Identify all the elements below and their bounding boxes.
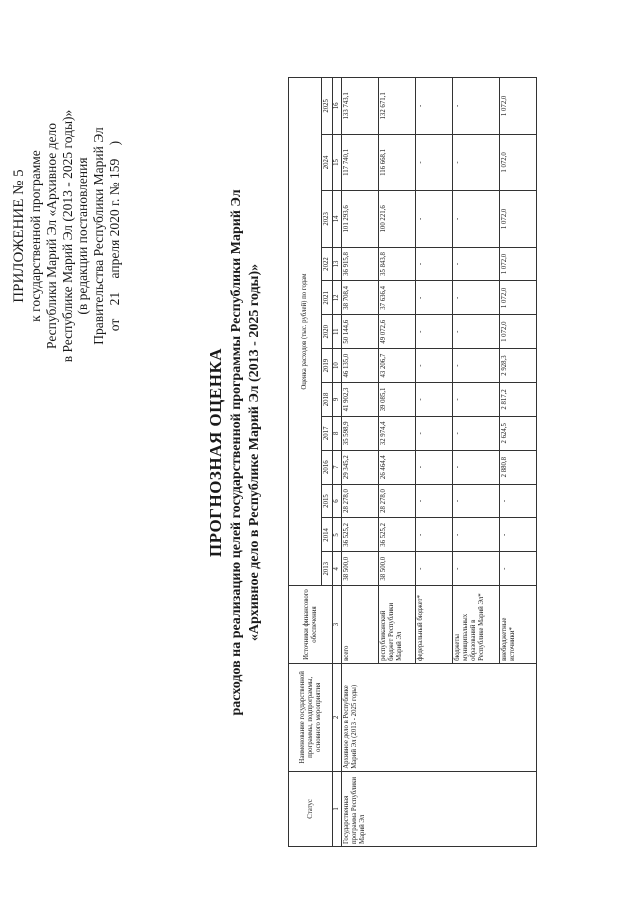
value-cell: 28 278,0 [379, 484, 416, 518]
value-cell: - [416, 552, 453, 586]
appendix-date [107, 56, 123, 416]
value-cell: 36 525,2 [379, 518, 416, 552]
value-cell: 26 464,4 [379, 450, 416, 484]
value-cell: - [500, 518, 537, 552]
column-number: 6 [333, 484, 342, 518]
value-cell: 1 072,0 [500, 281, 537, 315]
table-row [342, 78, 379, 847]
date-prefix: от [106, 318, 122, 332]
header-name: Наименование государственной программы, подпрограммы, основного мероприятия [289, 663, 333, 771]
value-cell: - [500, 484, 537, 518]
status-cell [453, 771, 500, 846]
year-header: 2024 [322, 134, 333, 190]
status-cell [416, 771, 453, 846]
value-cell: 1 072,0 [500, 191, 537, 247]
header-row [289, 78, 322, 847]
header-sources: Источники финансового обеспечения [289, 586, 333, 664]
column-number: 15 [333, 134, 342, 190]
value-cell: - [416, 416, 453, 450]
document-title: ПРОГНОЗНАЯ ОЦЕНКА [206, 347, 225, 558]
program-name-cell [416, 663, 453, 771]
header-status: Статус [289, 771, 333, 846]
value-cell: - [500, 552, 537, 586]
column-number: 2 [333, 663, 342, 771]
value-cell: 1 072,0 [500, 78, 537, 135]
value-cell: - [453, 247, 500, 281]
value-cell: 1 072,0 [500, 134, 537, 190]
column-number: 7 [333, 450, 342, 484]
document-subtitle: расходов на реализацию целей государственной программы Республики Марий Эл [229, 189, 244, 716]
value-cell: 29 345,2 [342, 450, 379, 484]
program-name-cell [500, 663, 537, 771]
year-header: 2013 [322, 552, 333, 586]
document-heading [205, 0, 264, 905]
source-cell: всего [342, 586, 379, 664]
value-cell: 1 072,0 [500, 315, 537, 349]
value-cell: 1 072,0 [500, 247, 537, 281]
value-cell: - [453, 552, 500, 586]
estimate-table [288, 77, 537, 847]
source-cell: внебюджетные источники* [500, 586, 537, 664]
appendix-line: в Республике Марий Эл (2013 - 2025 годы)» [59, 109, 75, 363]
value-cell: 133 743,1 [342, 78, 379, 135]
program-name-cell [379, 663, 416, 771]
year-header: 2019 [322, 349, 333, 383]
value-cell: 35 598,9 [342, 416, 379, 450]
appendix-block [10, 56, 123, 416]
value-cell: 2 928,3 [500, 349, 537, 383]
value-cell: 116 668,1 [379, 134, 416, 190]
column-number: 10 [333, 349, 342, 383]
table-row [379, 78, 416, 847]
value-cell: - [416, 450, 453, 484]
value-cell: 32 974,4 [379, 416, 416, 450]
column-number: 12 [333, 281, 342, 315]
value-cell: - [416, 518, 453, 552]
status-cell [500, 771, 537, 846]
appendix-line: к государственной программе [28, 150, 43, 322]
date-day: 21 [106, 291, 122, 306]
column-number: 13 [333, 247, 342, 281]
column-number: 16 [333, 78, 342, 135]
value-cell: 36 915,8 [342, 247, 379, 281]
value-cell: 100 221,6 [379, 191, 416, 247]
column-number: 1 [333, 771, 342, 846]
value-cell: 46 135,0 [342, 349, 379, 383]
column-number: 14 [333, 191, 342, 247]
column-number-row [333, 78, 342, 847]
appendix-line: Правительства Республики Марий Эл [91, 127, 107, 345]
column-number: 9 [333, 383, 342, 417]
column-number: 5 [333, 518, 342, 552]
table-row [453, 78, 500, 847]
value-cell: - [453, 484, 500, 518]
value-cell: - [453, 78, 500, 135]
source-cell: республиканский бюджет Республики Марий Эл [379, 586, 416, 664]
value-cell: - [416, 281, 453, 315]
value-cell: 35 843,8 [379, 247, 416, 281]
value-cell: 2 624,5 [500, 416, 537, 450]
table-row [416, 78, 453, 847]
value-cell: - [453, 134, 500, 190]
value-cell: - [416, 78, 453, 135]
value-cell: 2 880,8 [500, 450, 537, 484]
year-header: 2022 [322, 247, 333, 281]
value-cell: - [416, 383, 453, 417]
value-cell: 38 708,4 [342, 281, 379, 315]
value-cell: - [416, 134, 453, 190]
status-cell [379, 771, 416, 846]
value-cell: 38 500,0 [342, 552, 379, 586]
year-header: 2016 [322, 450, 333, 484]
value-cell: - [453, 349, 500, 383]
value-cell: 50 144,6 [342, 315, 379, 349]
value-cell: 41 902,3 [342, 383, 379, 417]
column-number: 11 [333, 315, 342, 349]
appendix-line: Республики Марий Эл «Архивное дело [43, 123, 59, 349]
value-cell: 36 525,2 [342, 518, 379, 552]
year-header: 2025 [322, 78, 333, 135]
value-cell: - [416, 315, 453, 349]
value-cell: 132 671,1 [379, 78, 416, 135]
appendix-title: ПРИЛОЖЕНИЕ № 5 [11, 169, 27, 303]
year-header: 2021 [322, 281, 333, 315]
year-header: 2014 [322, 518, 333, 552]
date-suffix: ) [106, 140, 122, 146]
value-cell: - [453, 383, 500, 417]
year-header: 2020 [322, 315, 333, 349]
value-cell: 101 293,6 [342, 191, 379, 247]
date-number: 159 [106, 158, 122, 179]
table-row [500, 78, 537, 847]
value-cell: - [453, 416, 500, 450]
value-cell: - [416, 484, 453, 518]
value-cell: - [453, 518, 500, 552]
value-cell: 28 278,0 [342, 484, 379, 518]
column-number: 3 [333, 586, 342, 664]
column-number: 8 [333, 416, 342, 450]
value-cell: - [453, 450, 500, 484]
year-header: 2015 [322, 484, 333, 518]
source-cell: бюджеты муниципальных образований в Республике Марий Эл* [453, 586, 500, 664]
column-number: 4 [333, 552, 342, 586]
value-cell: 2 817,2 [500, 383, 537, 417]
value-cell: 43 206,7 [379, 349, 416, 383]
value-cell: 49 072,6 [379, 315, 416, 349]
value-cell: - [416, 247, 453, 281]
value-cell: 38 500,0 [379, 552, 416, 586]
program-name-cell: Архивное дело в Республике Марий Эл (2013 - 2025 годы) [342, 663, 379, 771]
program-name-cell [453, 663, 500, 771]
document-subtitle-program: «Архивное дело в Республике Марий Эл (2013 - 2025 годы)» [247, 263, 262, 642]
table-body [342, 78, 537, 847]
value-cell: - [453, 315, 500, 349]
value-cell: 39 085,1 [379, 383, 416, 417]
value-cell: - [416, 349, 453, 383]
status-cell: Государственная программа Республики Марий Эл [342, 771, 379, 846]
value-cell: - [453, 191, 500, 247]
source-cell: федеральный бюджет* [416, 586, 453, 664]
appendix-line: (в редакции постановления [75, 157, 91, 315]
year-header: 2017 [322, 416, 333, 450]
year-header: 2023 [322, 191, 333, 247]
value-cell: 117 740,1 [342, 134, 379, 190]
year-header: 2018 [322, 383, 333, 417]
value-cell: - [453, 281, 500, 315]
value-cell: 37 636,4 [379, 281, 416, 315]
header-estimate: Оценка расходов (тыс. рублей) по годам [289, 78, 322, 586]
value-cell: - [416, 191, 453, 247]
date-month-year: апреля 2020 г. № [106, 182, 122, 279]
